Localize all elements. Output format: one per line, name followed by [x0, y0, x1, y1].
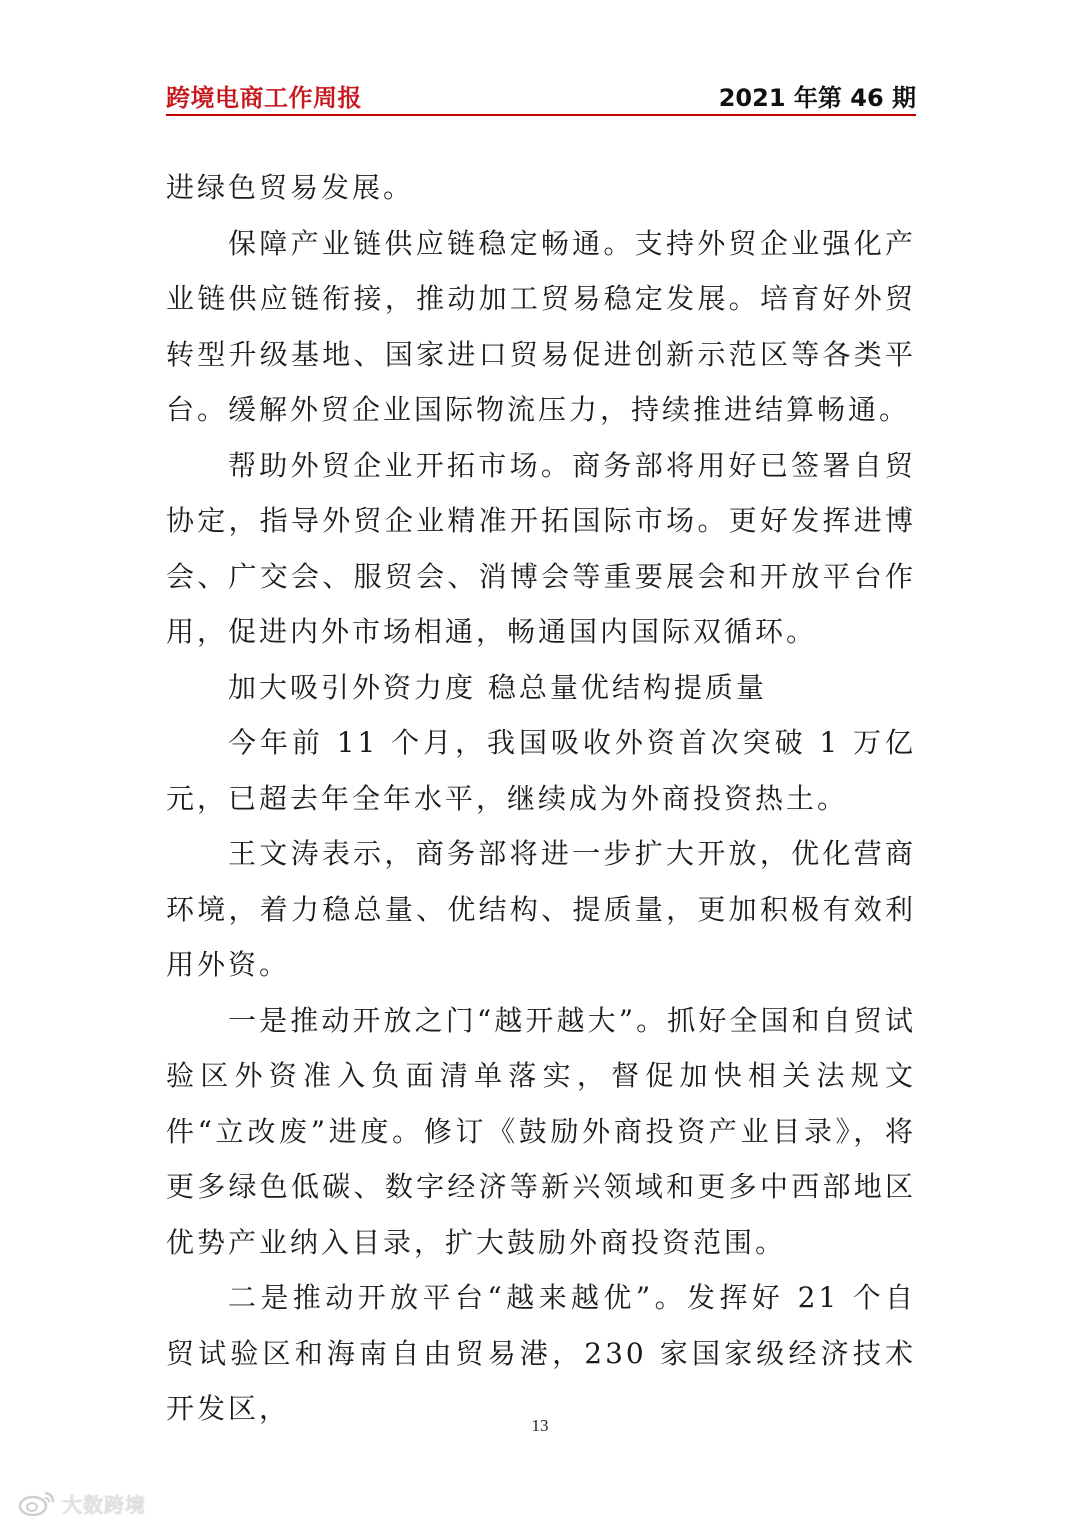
newsletter-title: 跨境电商工作周报 — [166, 84, 362, 112]
issue-number: 2021 年第 46 期 — [718, 84, 916, 112]
paragraph: 王文涛表示，商务部将进一步扩大开放，优化营商环境，着力稳总量、优结构、提质量，更加积极有效利用外资。 — [166, 837, 916, 981]
paragraph: 保障产业链供应链稳定畅通。支持外贸企业强化产业链供应链衔接，推动加工贸易稳定发展。培育好外贸转型升级基地、国家进口贸易促进创新示范区等各类平台。缓解外贸企业国际物流压力，持续推进结算畅通。 — [166, 226, 916, 426]
paragraph: 帮助外贸企业开拓市场。商务部将用好已签署自贸协定，指导外贸企业精准开拓国际市场。更好发挥进博会、广交会、服贸会、消博会等重要展会和开放平台作用，促进内外市场相通，畅通国内国际双循环。 — [166, 448, 916, 648]
page-number: 13 — [531, 1416, 549, 1435]
paragraph: 二是推动开放平台“越来越优”。发挥好 21 个自贸试验区和海南自由贸易港，230 家国家级经济技术开发区， — [166, 1281, 916, 1425]
article-body — [166, 160, 916, 1437]
page-header — [166, 78, 916, 116]
paragraph: 今年前 11 个月，我国吸收外资首次突破 1 万亿元，已超去年全年水平，继续成为外商投资热土。 — [166, 726, 916, 815]
section-heading: 加大吸引外资力度 稳总量优结构提质量 — [228, 670, 767, 704]
watermark — [18, 1488, 146, 1518]
paragraph: 一是推动开放之门“越开越大”。抓好全国和自贸试验区外资准入负面清单落实，督促加快相关法规文件“立改废”进度。修订《鼓励外商投资产业目录》，将更多绿色低碳、数字经济等新兴领域和更多中西部地区优势产业纳入目录，扩大鼓励外商投资范围。 — [166, 1003, 916, 1259]
weibo-logo-icon — [18, 1489, 56, 1517]
paragraph: 进绿色贸易发展。 — [166, 171, 415, 204]
watermark-text: 大数跨境 — [62, 1492, 146, 1517]
